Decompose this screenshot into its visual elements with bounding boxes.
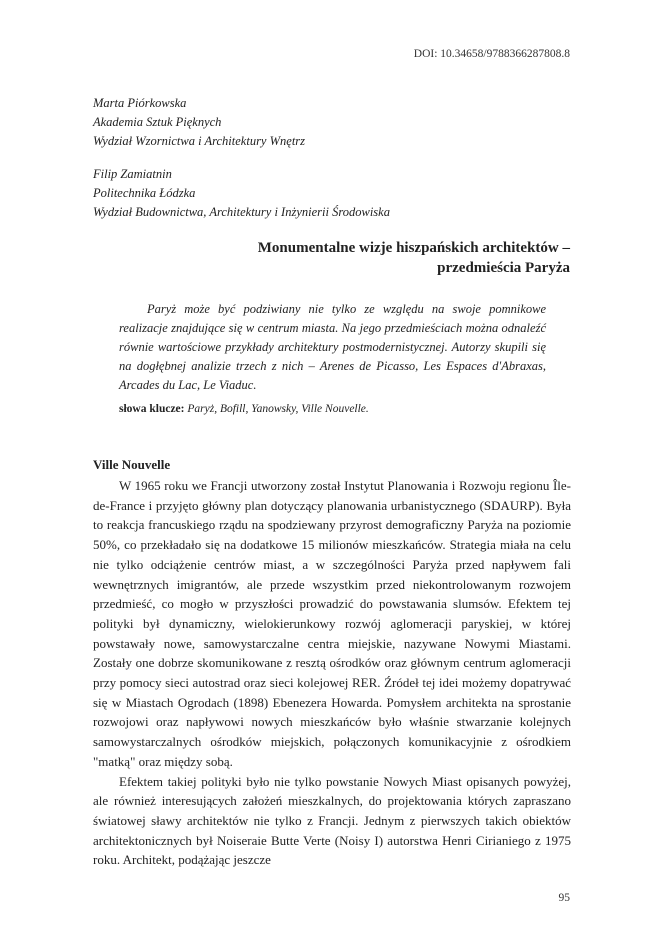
paragraph: Efektem takiej polityki było nie tylko powstanie Nowych Miast opisanych powyżej, ale również interesujących założeń mieszkalnych, do projektowania których zapraszano światowej sławy architektów nie tylko z Francji. Jednym z pierwszych takich obiektów architektonicznych był Noiseraie Butte Verte (Noisy I) autorstwa Henri Cirianiego z 1975 roku. Architekt, podążając jeszcze [93, 773, 571, 868]
author-department: Wydział Budownictwa, Architektury i Inżynierii Środowiska [93, 205, 390, 219]
author-department: Wydział Wzornictwa i Architektury Wnętrz [93, 134, 306, 148]
keywords-label: słowa klucze: [119, 403, 185, 415]
abstract: Paryż może być podziwiany nie tylko ze względu na swoje pomnikowe realizacje znajdujące się w centrum miasta. Na jego przedmieściach można odnaleźć równie wartościowe przykłady architektury postmodernistycznej. Autorzy skupili się na dogłębnej analizie trzech z nich – Arenes de Picasso, Les Espaces d'Abraxas, Arcades du Lac, Le Viaduc. [119, 302, 546, 392]
author-affiliation: Akademia Sztuk Pięknych [93, 115, 222, 129]
page-number: 95 [558, 892, 570, 904]
body-text [93, 476, 571, 870]
author-1 [93, 94, 390, 151]
keywords-value: Paryż, Bofill, Yanowsky, Ville Nouvelle. [187, 403, 369, 415]
title-line-2: przedmieścia Paryża [437, 260, 570, 276]
title-line-1: Monumentalne wizje hiszpańskich architektów – [257, 240, 570, 256]
author-name: Marta Piórkowska [93, 96, 187, 110]
author-name: Filip Zamiatnin [93, 167, 172, 181]
authors-block [93, 94, 390, 236]
keywords [119, 403, 369, 415]
author-2 [93, 165, 390, 222]
paragraph: W 1965 roku we Francji utworzony został Instytut Planowania i Rozwoju regionu Île-de-France i przyjęto główny plan dotyczący planowania urbanistycznego (SDAURP). Była to reakcja francuskiego rządu na spodziewany przyrost demograficzny Paryża na poziomie 50%, co przekładało się na dodatkowe 15 milionów mieszkańców. Strategia miała na celu nie tylko odciążenie centrów miast, a w szczególności Paryża przed napływem fali wewnętrznych imigrantów, ale przede wszystkim przed niekontrolowanym rozwojem przedmieść, co mogło w przyszłości prowadzić do powstawania slumsów. Efektem tej polityki był dynamiczny, wielokierunkowy rozwój aglomeracji paryskiej, w której powstawały nowe, samowystarczalne centra miejskie, nazywane Nowymi Miastami. Zostały one dobrze skomunikowane z resztą ośrodków oraz głównym centrum aglomeracji przy pomocy sieci autostrad oraz sieci kolejowej RER. Źródeł tej idei możemy dopatrywać się w Miastach Ogrodach (1898) Ebenezera Howarda. Pomysłem architekta na sprostanie rozwojowi oraz napływowi nowych mieszkańców było właśnie stwarzanie kolejnych samowystarczalnych ośrodków miejskich, połączonych komunikacyjnie z ośrodkiem "matką" oraz między sobą. [93, 478, 571, 769]
paper-title [258, 238, 570, 278]
author-affiliation: Politechnika Łódzka [93, 186, 196, 200]
doi-header: DOI: 10.34658/9788366287808.8 [413, 48, 570, 60]
section-heading: Ville Nouvelle [93, 457, 171, 472]
